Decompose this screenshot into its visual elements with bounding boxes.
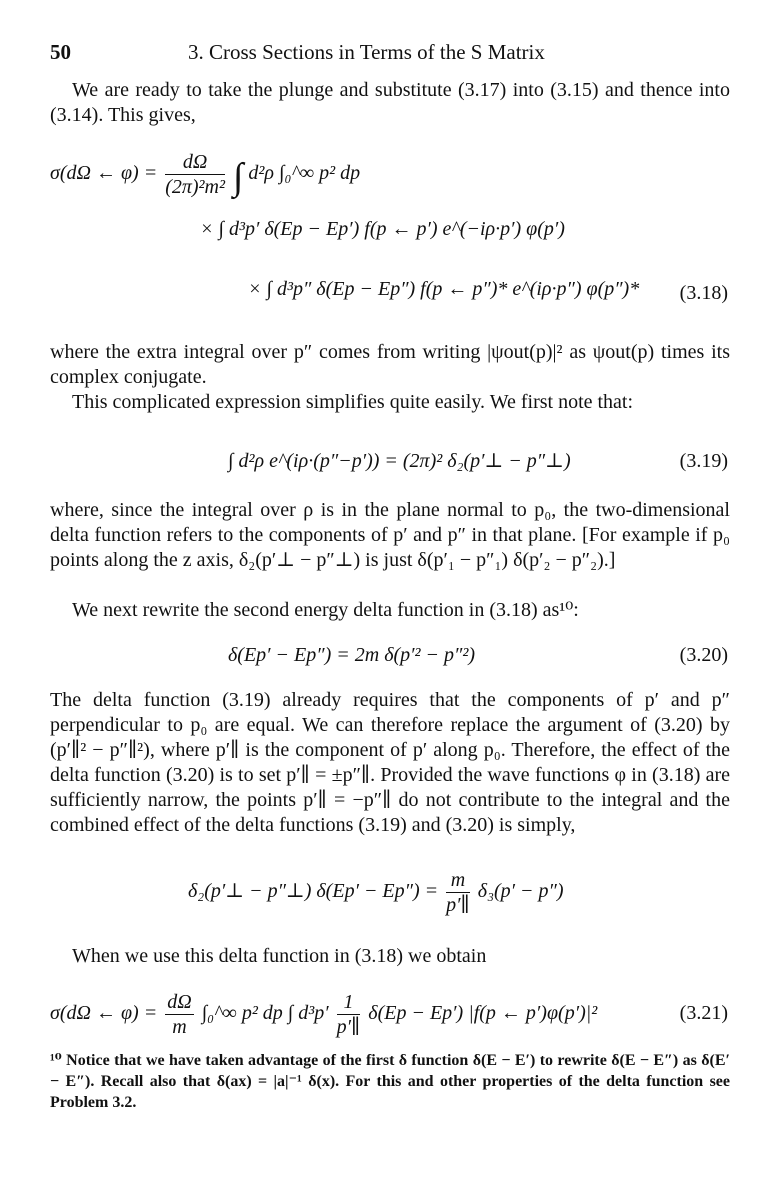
paragraph-rewrite-energy: We next rewrite the second energy delta function in (3.18) as¹⁰:: [72, 599, 579, 621]
equation-number-3-20: (3.20): [679, 644, 728, 666]
eq-321-denominator-1: m: [172, 1016, 187, 1038]
eq-321-rhs: δ(Ep − Ep′) |f(p ← p′)φ(p′)|²: [368, 1002, 598, 1025]
equation-number-3-21: (3.21): [679, 1002, 728, 1024]
equation-3-21: [50, 990, 597, 1039]
eq-321-lhs: σ(dΩ ← φ) =: [50, 1002, 158, 1025]
eq-combined-denominator: p′∥: [446, 894, 470, 916]
paragraph-combined-effect: The delta function (3.19) already requires that the components of p′ and p″ perpendicular to p₀ are equal. We can therefore replace the argument of (3.20) by (p′∥² − p″∥²), where p′∥ is the component of p′ along p₀. Therefore, the effect of the delta function (3.20) is to set p′∥ = ±p″∥. Provided the wave functions φ in (3.18) are sufficiently narrow, the points p′∥ = −p″∥ do not contribute to the integral and the combined effect of the delta functions (3.19) and (3.20) is simply,: [50, 689, 730, 836]
eq-321-denominator-2: p′∥: [336, 1016, 361, 1038]
equation-3-19: ∫ d²ρ e^(iρ·(p″−p′)) = (2π)² δ₂(p′⊥ − p″⊥): [228, 450, 571, 472]
paragraph-obtain: When we use this delta function in (3.18) we obtain: [72, 945, 487, 967]
eq-combined-numerator: m: [446, 868, 470, 893]
eq-318-denominator: (2π)²m²: [165, 176, 225, 198]
integral-sign: ∫: [233, 156, 244, 199]
eq-321-fraction-1: [165, 990, 193, 1039]
paragraph-simplifies: This complicated expression simplifies quite easily. We first note that:: [72, 391, 634, 413]
equation-number-3-18: (3.18): [679, 282, 728, 304]
eq-318-numerator: dΩ: [165, 150, 225, 175]
paragraph-two-dim-delta: where, since the integral over ρ is in the plane normal to p₀, the two-dimensional delta function refers to the components of p′ and p″ in that plane. [For example if p₀ points along the z axis, δ₂(p′⊥ − p″⊥) is just δ(p′₁ − p″₁) δ(p′₂ − p″₂).]: [50, 499, 730, 571]
equation-3-18-line-1: [50, 150, 360, 199]
eq-321-numerator-1: dΩ: [167, 991, 192, 1013]
footnote-10: ¹⁰ Notice that we have taken advantage of the first δ function δ(E − E′) to rewrite δ(E − E″) as δ(E′ − E″). Recall also that δ(ax) = |a|⁻¹ δ(x). For this and other properties of the delta function see Problem 3.2.: [50, 1052, 730, 1111]
eq-combined-lhs: δ₂(p′⊥ − p″⊥) δ(Ep′ − Ep″) =: [188, 880, 439, 903]
page-number: 50: [50, 40, 71, 64]
eq-321-fraction-2: [337, 990, 361, 1039]
equation-3-18-line-2: × ∫ d³p′ δ(Ep − Ep′) f(p ← p′) e^(−iρ·p′) φ(p′): [200, 218, 565, 240]
equation-3-20: δ(Ep′ − Ep″) = 2m δ(p′² − p″²): [228, 644, 476, 666]
eq-321-integrals: ∫₀^∞ p² dp ∫ d³p′: [201, 1002, 329, 1025]
equation-3-18-line-3: × ∫ d³p″ δ(Ep − Ep″) f(p ← p″)* e^(iρ·p″) φ(p″)*: [248, 278, 640, 300]
running-title: 3. Cross Sections in Terms of the S Matrix: [188, 40, 545, 64]
eq-321-numerator-2: 1: [337, 990, 361, 1015]
equation-delta-combined: [188, 868, 564, 917]
eq-318-line1-rest: d²ρ ∫₀^∞ p² dp: [248, 162, 361, 185]
paragraph-intro: We are ready to take the plunge and substitute (3.17) into (3.15) and thence into (3.14). This gives,: [50, 79, 730, 126]
eq-combined-fraction: [446, 868, 470, 917]
equation-number-3-19: (3.19): [679, 450, 728, 472]
eq-318-lhs: σ(dΩ ← φ) =: [50, 162, 158, 185]
paragraph-extra-integral: where the extra integral over p″ comes from writing |ψout(p)|² as ψout(p) times its complex conjugate.: [50, 341, 730, 388]
eq-318-fraction: [165, 150, 225, 199]
eq-combined-rhs: δ₃(p′ − p″): [477, 880, 564, 903]
